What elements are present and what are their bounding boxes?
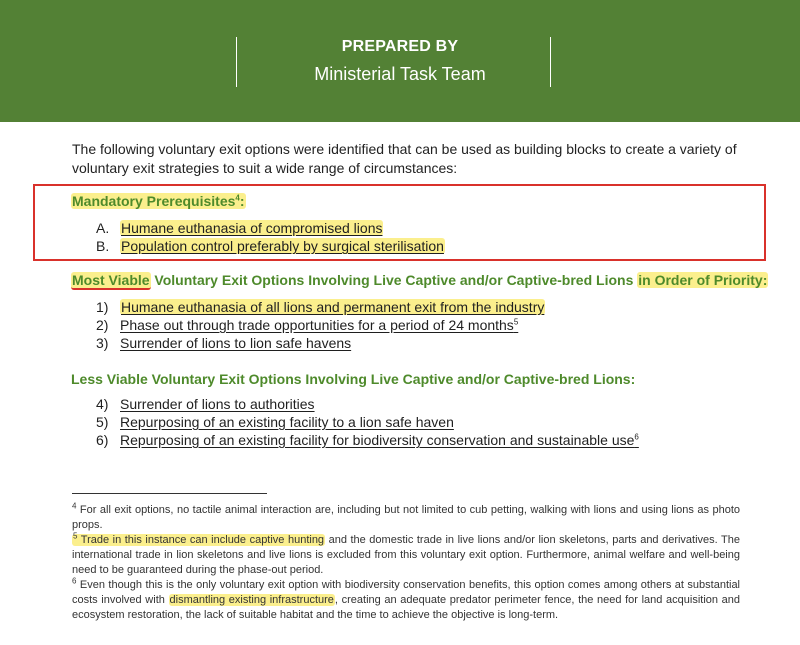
mandatory-heading-text: Mandatory Prerequisites (72, 193, 236, 209)
footnote-ref-5: 5 (513, 317, 519, 327)
most-viable-highlight: Most Viable (72, 272, 150, 288)
most-viable-heading (71, 272, 768, 288)
footnote-ref-6: 6 (634, 432, 639, 442)
footnote-highlight: Trade in this instance can include captive hunting (80, 534, 325, 546)
less-viable-item-6 (96, 432, 639, 448)
less-viable-heading: Less Viable Voluntary Exit Options Involving Live Captive and/or Captive-bred Lions: (71, 371, 636, 387)
prepared-by-value: Ministerial Task Team (314, 64, 486, 84)
most-viable-item-1 (96, 299, 545, 315)
footnote-text: For all exit options, no tactile animal interaction are, including but not limited to cub petting, walking with lions and using lions as photo props. (72, 504, 740, 531)
intro-paragraph: The following voluntary exit options were identified that can be used as building blocks to create a variety of voluntary exit strategies to suit a wide range of circumstances: (72, 141, 737, 176)
most-viable-item-3 (96, 335, 351, 351)
footnote-highlight: dismantling existing infrastructure (169, 594, 334, 606)
order-of-priority-highlight: in Order of Priority (638, 272, 763, 288)
list-marker: 5) (96, 414, 109, 430)
footnote-5 (72, 533, 740, 578)
footnote-6 (72, 578, 740, 623)
less-viable-item-text (120, 432, 639, 448)
list-marker: 6) (96, 432, 109, 448)
most-viable-heading-colon: : (762, 272, 768, 288)
mandatory-item-text: Population control preferably by surgical sterilisation (121, 238, 444, 254)
item-text: Phase out through trade opportunities for a period of 24 months (120, 317, 514, 333)
footnote-separator (72, 493, 267, 494)
most-viable-item-2 (96, 317, 518, 333)
list-marker: 1) (96, 299, 109, 315)
less-viable-item-text: Surrender of lions to authorities (120, 396, 315, 412)
less-viable-item-4 (96, 396, 315, 412)
mandatory-heading (71, 193, 246, 209)
footnote-number: 6 (72, 576, 77, 586)
list-marker: 2) (96, 317, 109, 333)
list-marker: 3) (96, 335, 109, 351)
item-text: Repurposing of an existing facility for biodiversity conservation and sustainable use (120, 432, 635, 448)
most-viable-item-text: Surrender of lions to lion safe havens (120, 335, 352, 351)
footnote-ref-4: 4 (235, 193, 240, 203)
footnote-number: 4 (72, 501, 77, 511)
footnote-text-before: Even though this is the only voluntary exit option with biodiversity conservation benefits, this option comes among others at substantial costs involved with (72, 579, 740, 606)
footnote-4 (72, 503, 740, 533)
mandatory-item-a (96, 220, 383, 236)
mandatory-item-b (96, 238, 445, 254)
most-viable-heading-middle: Voluntary Exit Options Involving Live Captive and/or Captive-bred Lions (150, 272, 638, 288)
footnote-number: 5 (73, 531, 78, 541)
prepared-by-label: PREPARED BY (341, 38, 459, 55)
list-marker: B. (96, 238, 110, 254)
most-viable-item-text: Humane euthanasia of all lions and permanent exit from the industry (121, 299, 545, 315)
footnote-text: and the domestic trade in live lions and/or lion skeletons, parts and derivatives. The international trade in lion skeletons and live lions is excluded from this voluntary exit option. Furthermore, animal welfare and well-being need to be guaranteed during the phase-out period. (72, 534, 741, 576)
footnote-text-after: , creating an adequate predator perimeter fence, the need for land acquisition and ecosystem restoration, the lack of suitable habitat and the time to achieve the objective is long-term. (72, 594, 740, 621)
list-marker: 4) (96, 396, 109, 412)
most-viable-item-text (120, 317, 518, 333)
header-divider-right (550, 37, 551, 87)
list-marker: A. (96, 220, 110, 236)
document-header-banner (0, 0, 800, 122)
mandatory-item-text: Humane euthanasia of compromised lions (121, 220, 383, 236)
less-viable-item-text: Repurposing of an existing facility to a lion safe haven (120, 414, 454, 430)
mandatory-heading-colon: : (239, 193, 245, 209)
less-viable-item-5 (96, 414, 454, 430)
